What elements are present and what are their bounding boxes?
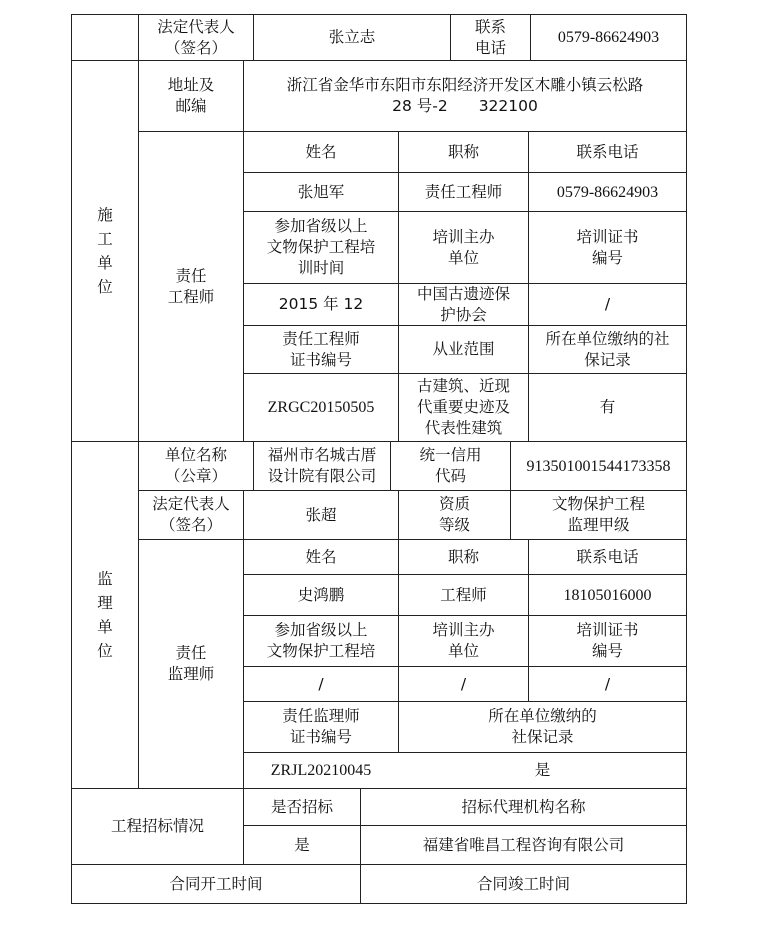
supervisor-cert-no-value: ZRJL20210045 [270,762,372,779]
agency-value: 福建省唯昌工程咨询有限公司 [422,835,625,854]
supervisor-title: 工程师 [440,585,487,604]
training-org-value: 中国古遗迹保 护协会 [416,284,510,324]
col-name-header: 姓名 [305,142,337,161]
social-security-value: 有 [599,398,616,416]
engineer-title: 责任工程师 [424,182,503,201]
construction-phone-label: 联系 电话 [474,17,506,57]
table-border-bottom [71,903,687,904]
sup-col-phone-header: 联系电话 [576,547,639,566]
supervision-legal-rep-label: 法定代表人 （签名） [152,495,230,534]
sup-training-cert-label: 培训证书 编号 [576,621,639,660]
sup-social-security-value: 是 [534,761,551,779]
training-time-label: 参加省级以上 文物保护工程培 训时间 [266,217,376,277]
contract-end-label: 合同竣工时间 [476,874,570,893]
training-time-value: 2015 年 12 [278,295,364,313]
credit-code-label: 统一信用 代码 [419,446,482,485]
sup-col-name-header: 姓名 [305,547,337,566]
credit-code-value: 913501001544173358 [526,457,671,475]
unit-name-value: 福州市名城古厝 设计院有限公司 [267,446,377,485]
address-value: 浙江省金华市东阳市东阳经济开发区木雕小镇云松路 28 号-2 322100 [286,76,644,115]
table-border-right [686,14,687,904]
col-title-header: 职称 [447,142,479,161]
supervision-unit-label: 监 理 单 位 [97,570,113,660]
training-org-label: 培训主办 单位 [432,227,495,267]
sup-training-org-label: 培训主办 单位 [432,621,495,660]
sup-col-title-header: 职称 [447,547,479,566]
scope-value: 古建筑、近现 代重要史迹及 代表性建筑 [416,377,510,437]
contract-start-label: 合同开工时间 [169,874,263,893]
responsible-engineer-label: 责任 工程师 [167,266,215,306]
construction-legal-rep-value: 张立志 [328,28,376,46]
supervisor-cert-no-label: 责任监理师 证书编号 [282,707,360,746]
responsible-supervisor-label: 责任 监理师 [167,644,215,683]
engineer-phone: 0579-86624903 [556,183,659,201]
supervision-legal-rep-value: 张超 [305,505,337,524]
training-cert-value: / [604,295,611,313]
engineer-cert-no-value: ZRGC20150505 [267,399,375,416]
sup-training-time-value: / [318,674,324,693]
agency-label: 招标代理机构名称 [461,797,586,816]
construction-unit-label: 施 工 单 位 [97,206,113,296]
address-label: 地址及 邮编 [167,76,215,115]
engineer-cert-no-label: 责任工程师 证书编号 [282,329,360,369]
construction-legal-rep-label: 法定代表人 （签名） [157,17,235,57]
unit-name-label: 单位名称 （公章） [164,446,227,485]
training-cert-label: 培训证书 编号 [576,227,639,267]
social-security-label: 所在单位缴纳的社 保记录 [545,329,670,369]
bidding-section-label: 工程招标情况 [110,817,204,835]
sup-training-time-label: 参加省级以上 文物保护工程培 [266,621,376,660]
construction-phone-value: 0579-86624903 [557,29,660,46]
sup-training-cert-value: / [604,674,611,693]
is-bid-label: 是否招标 [270,797,333,816]
sup-social-security-label: 所在单位缴纳的 社保记录 [488,707,597,746]
supervisor-name: 史鸿鹏 [297,585,345,604]
engineer-name: 张旭军 [297,182,345,201]
supervisor-phone: 18105016000 [563,586,652,604]
is-bid-value: 是 [294,835,310,854]
scope-label: 从业范围 [432,340,495,358]
col-phone-header: 联系电话 [576,142,639,161]
qualification-label: 资质 等级 [438,495,470,534]
qualification-value: 文物保护工程 监理甲级 [551,495,645,534]
sup-training-org-value: / [460,674,467,693]
